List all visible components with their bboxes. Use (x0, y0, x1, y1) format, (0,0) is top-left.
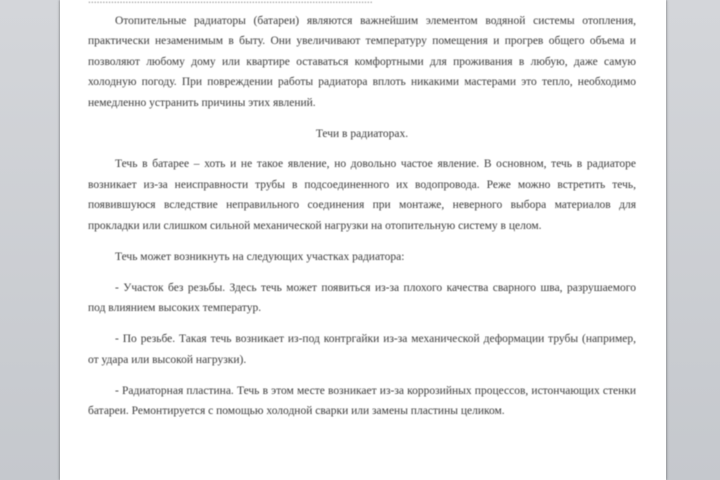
paragraph-intro: Отопительные радиаторы (батареи) являются важнейшим элементом водяной системы отопления, практически незаменимым в быту. Они увеличивают температуру помещения и прогрев общего объема и позволяют любому дому или квартире оставаться комфортными для проживания в любую, даже самую холодную погоду. При повреждении работы радиатора вплоть никакими мастерами это тепло, необходимо немедленно устранить причины этих явлений. (88, 14, 636, 109)
paragraph-locations-intro: Течь может возникнуть на следующих участках радиатора: (115, 250, 405, 263)
paragraph-leaks: Течь в батарее – хоть и не такое явление, но довольно частое явление. В основном, течь в радиаторе возникает из-за неисправности трубы в подсоединенного их водопровода. Реже можно встретить течь, появившуюся вследствие неправильного соединения при монтаже, неверного выбора материалов для прокладки или слишком сильной механической нагрузки на отопительную систему в целом. (88, 158, 636, 232)
section-heading: Течи в радиаторах. (315, 127, 409, 140)
document-page (60, 0, 666, 480)
partial-top-line: ................................................................................................... (88, 0, 373, 6)
list-item-thread: - По резьбе. Такая течь возникает из-под контргайки из-за механической деформации трубы (например, от удара или высокой нагрузки). (88, 333, 636, 366)
document-body (88, 0, 636, 432)
list-item-no-thread: - Участок без резьбы. Здесь течь может появиться из-за плохого качества сварного шва, разрушаемого под влиянием высоких температур. (88, 281, 636, 314)
list-item-plate: - Радиаторная пластина. Течь в этом месте возникает из-за коррозийных процессов, истончающих стенки батареи. Ремонтируется с помощью холодной сварки или замены пластины целиком. (88, 384, 636, 417)
